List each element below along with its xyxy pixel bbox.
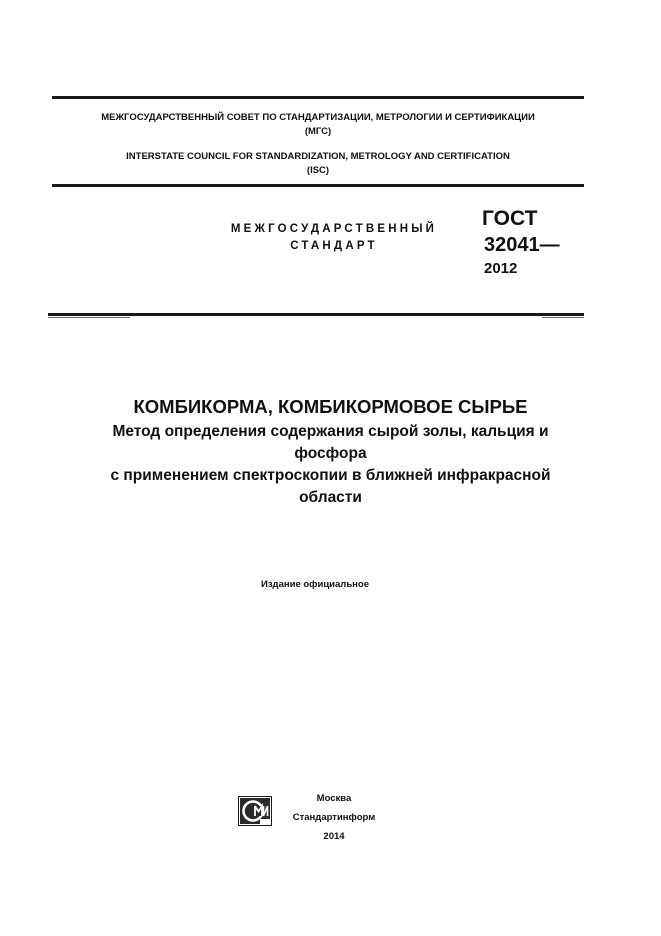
council-ru [52,111,584,139]
designation-rule-thin-right [542,317,584,318]
publisher-year: 2014 [323,831,345,842]
council-ru-line2: (МГС) [304,126,332,137]
council-en-line1: INTERSTATE COUNCIL FOR STANDARDIZATION, METROLOGY AND CERTIFICATION [126,151,510,162]
gost-year: 2012 [484,260,518,277]
title-sub-line1: Метод определения содержания сырой золы, кальция и [112,423,549,440]
top-rule [52,96,584,99]
publisher-city: Москва [316,793,352,804]
standartinform-logo-icon [238,796,272,826]
title-sub-line3: с применением спектроскопии в ближней инфракрасной [110,467,551,484]
council-en [52,150,584,178]
gost-label: ГОСТ [482,207,538,230]
publisher-name: Стандартинформ [292,812,376,823]
standard-kind [212,221,456,255]
standard-kind-line1: МЕЖГОСУДАРСТВЕННЫЙ [230,223,438,235]
title-sub-line4: области [299,489,362,506]
gost-number: 32041— [484,234,560,256]
designation-rule-thin-left [48,317,130,318]
designation-rule [48,313,584,316]
header-bottom-rule [52,184,584,187]
title-sub-line2: фосфора [294,445,367,462]
standard-kind-line2: СТАНДАРТ [290,240,378,252]
edition-label: Издание официальное [261,579,369,590]
council-ru-line1: МЕЖГОСУДАРСТВЕННЫЙ СОВЕТ ПО СТАНДАРТИЗАЦИИ, МЕТРОЛОГИИ И СЕРТИФИКАЦИИ [101,112,535,123]
council-en-line2: (ISC) [306,165,330,176]
title-main: КОМБИКОРМА, КОМБИКОРМОВОЕ СЫРЬЕ [133,396,528,417]
document-title [40,393,621,509]
